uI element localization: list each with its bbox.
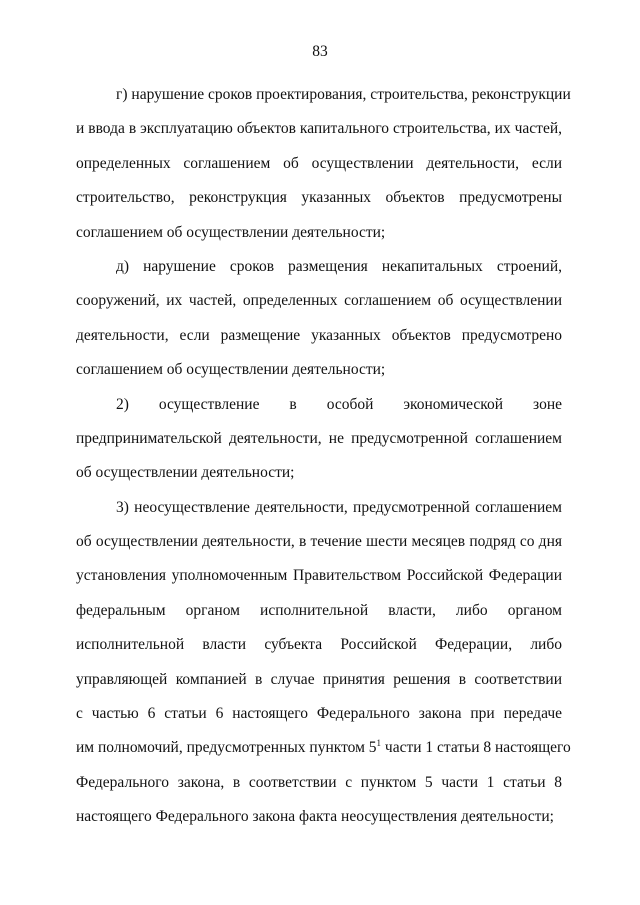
text-line: с частью 6 статьи 6 настоящего Федерального закона при передаче — [76, 705, 562, 723]
text-line: деятельности, если размещение указанных объектов предусмотрено — [76, 326, 562, 344]
page-number: 83 — [312, 43, 328, 60]
text-line: определенных соглашением об осуществлении деятельности, если — [76, 154, 562, 172]
text-line: управляющей компанией в случае принятия решения в соответствии — [76, 670, 562, 688]
text-line: исполнительной власти субъекта Российской Федерации, либо — [76, 636, 562, 654]
paragraph-3 — [76, 491, 571, 835]
text-line: сооружений, их частей, определенных соглашением об осуществлении — [76, 292, 562, 310]
text-line: 2) осуществление в особой экономической зоне — [116, 395, 562, 413]
text-segment: части 1 статьи 8 настоящего — [381, 739, 571, 757]
paragraph-d — [76, 250, 562, 388]
text-line: установления уполномоченным Правительством Российской Федерации — [76, 567, 562, 585]
text-line: об осуществлении деятельности; — [76, 464, 295, 482]
text-line: об осуществлении деятельности, в течение шести месяцев подряд со дня — [76, 533, 562, 551]
paragraph-2 — [76, 388, 562, 491]
text-line: 3) неосуществление деятельности, предусмотренной соглашением — [116, 498, 562, 516]
text-line: настоящего Федерального закона факта неосуществления деятельности; — [76, 808, 554, 826]
text-line-with-superscript — [76, 731, 571, 765]
text-line: федеральным органом исполнительной власти, либо органом — [76, 601, 562, 619]
superscript: 1 — [376, 738, 382, 749]
document-body — [76, 78, 571, 835]
text-segment: им полномочий, предусмотренных пунктом 5 — [76, 739, 377, 757]
text-line: строительство, реконструкция указанных объектов предусмотрены — [76, 189, 562, 207]
text-line: д) нарушение сроков размещения некапитальных строений, — [116, 257, 562, 275]
paragraph-g — [76, 78, 571, 250]
text-line: соглашением об осуществлении деятельности; — [76, 361, 386, 379]
text-line: г) нарушение сроков проектирования, строительства, реконструкции — [116, 86, 571, 103]
text-line: предпринимательской деятельности, не предусмотренной соглашением — [76, 429, 562, 447]
text-line: и ввода в эксплуатацию объектов капитального строительства, их частей, — [76, 120, 562, 138]
text-line: Федерального закона, в соответствии с пунктом 5 части 1 статьи 8 — [76, 773, 562, 791]
text-line: соглашением об осуществлении деятельности; — [76, 223, 386, 241]
